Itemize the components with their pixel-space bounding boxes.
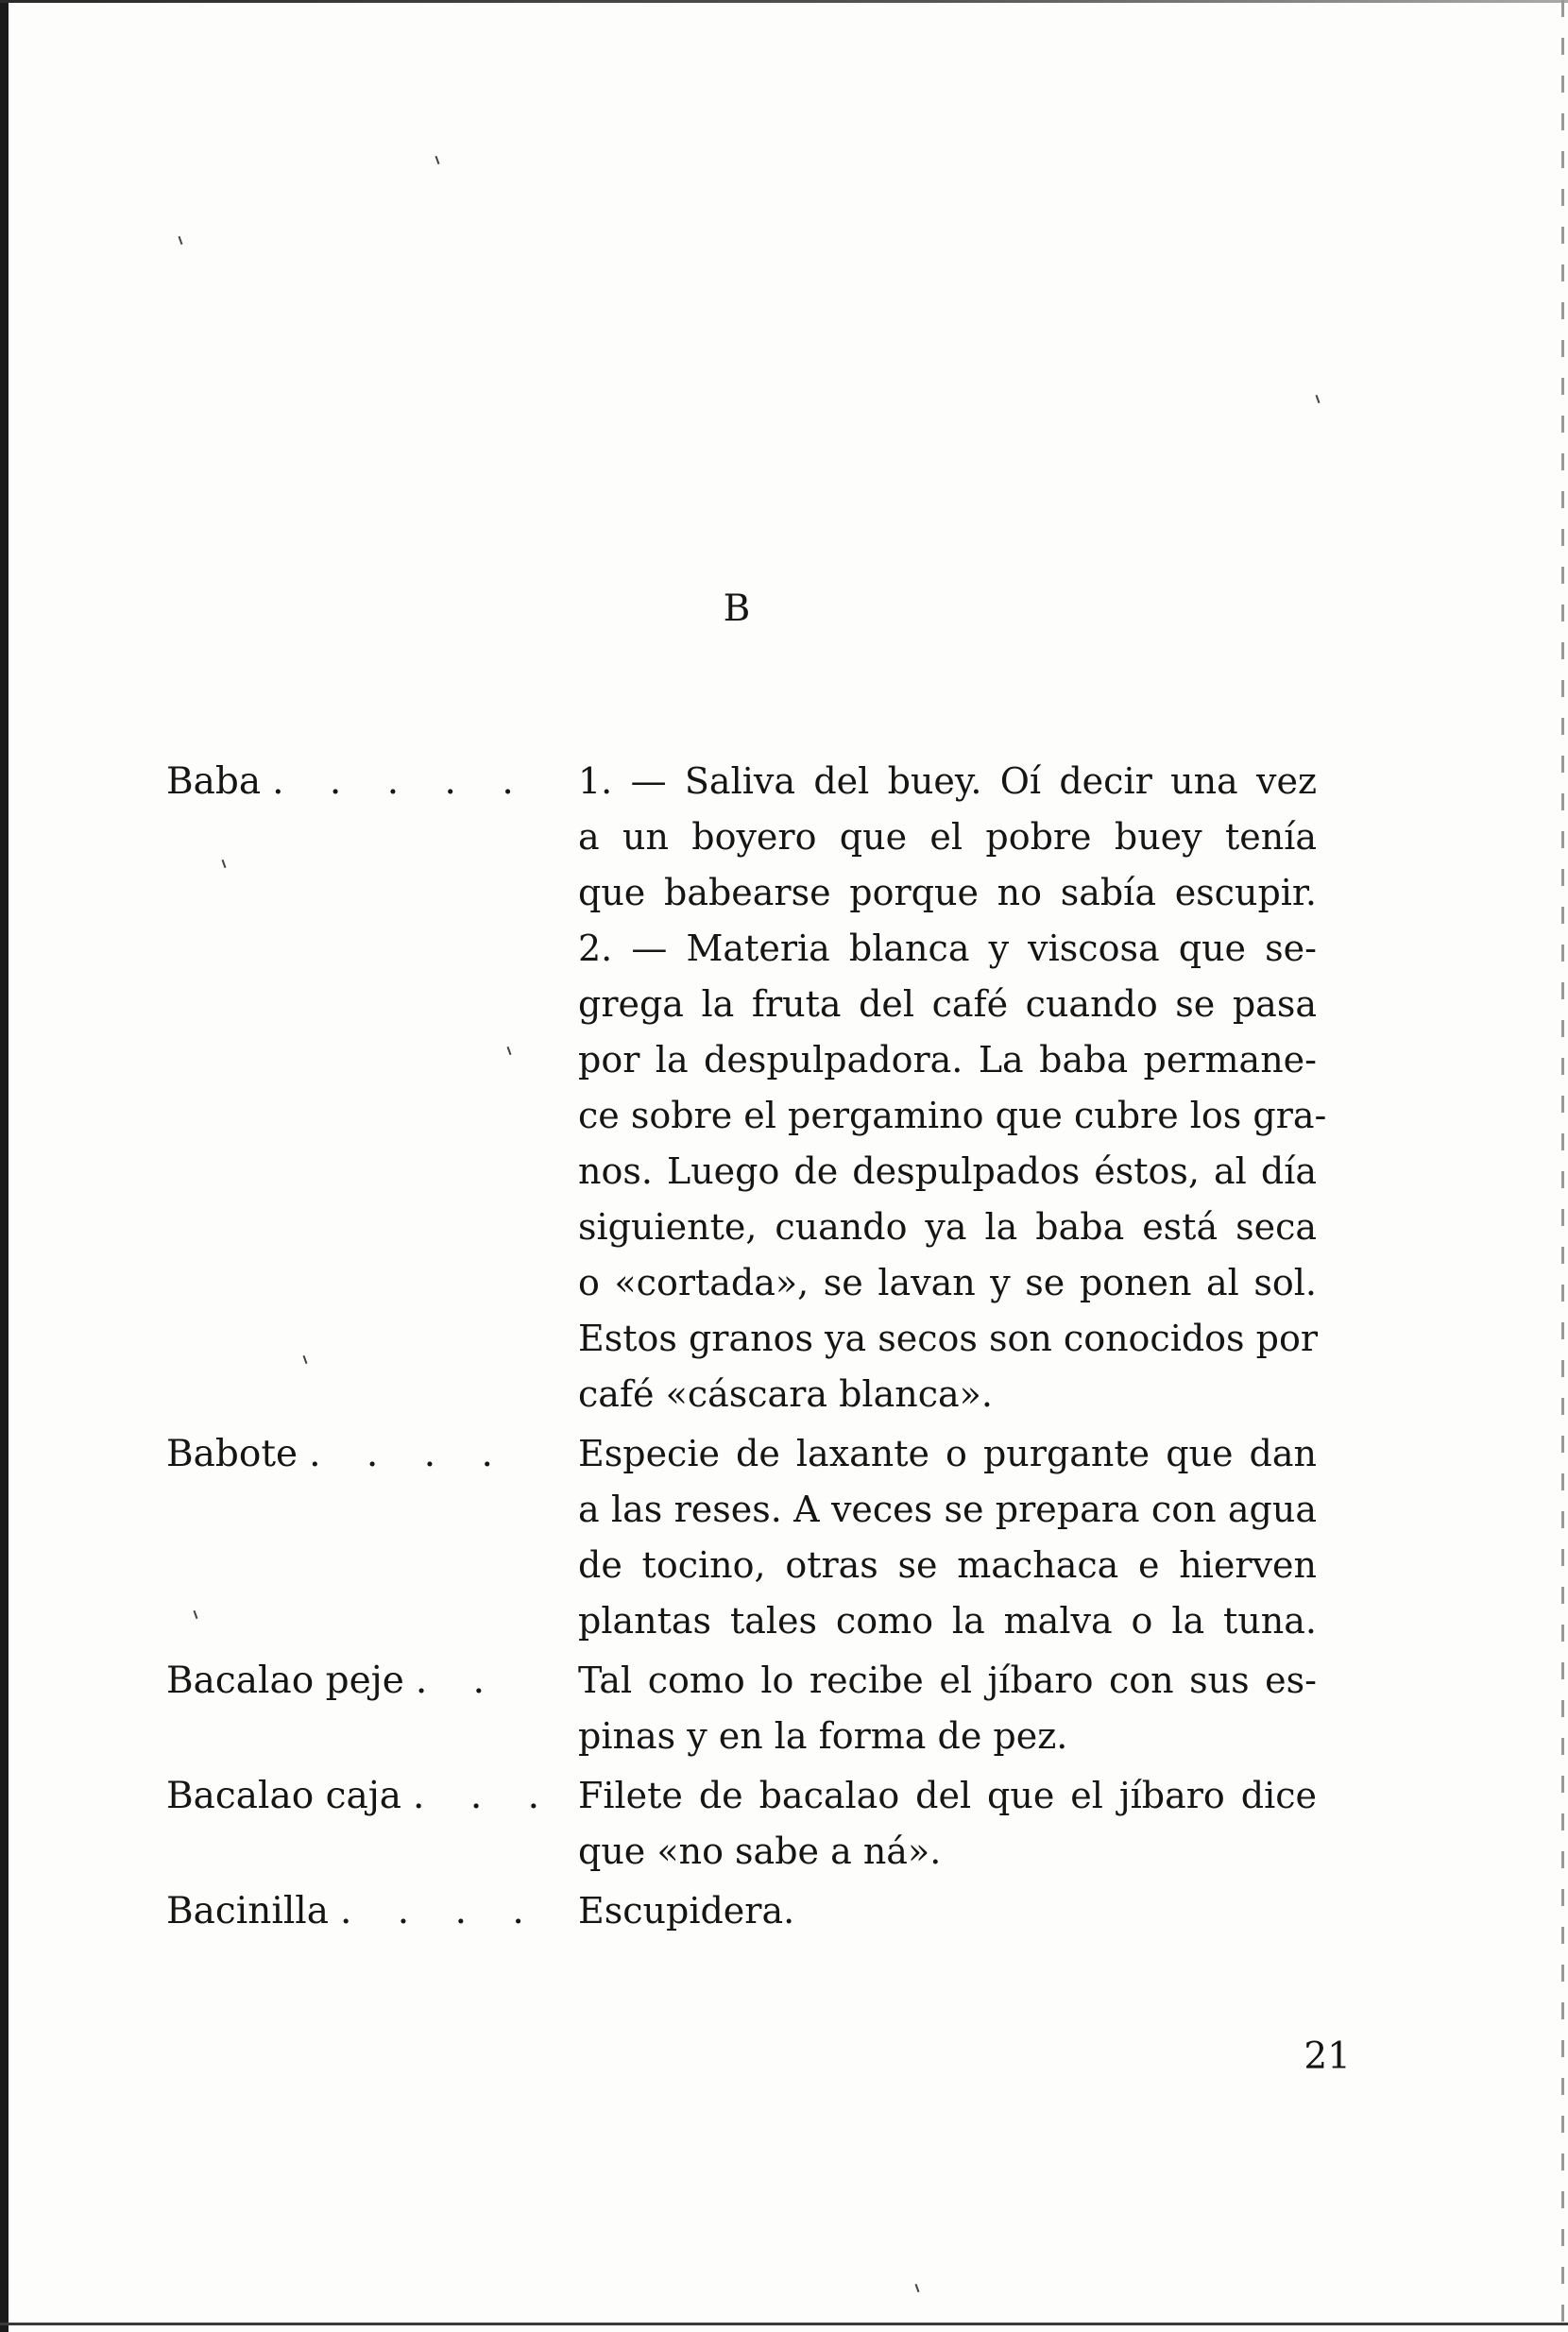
- glossary-entry: [166, 1653, 1347, 1764]
- glossary-entry: [166, 1768, 1347, 1880]
- definition-line: que babearse porque no sabía escupir.: [578, 872, 1317, 913]
- definition-line: Filete de bacalao del que el jíbaro dice: [578, 1775, 1317, 1816]
- definition-line: Especie de laxante o purgante que dan: [578, 1433, 1317, 1474]
- definition-line: a un boyero que el pobre buey tenía: [578, 816, 1317, 858]
- definition-line: plantas tales como la malva o la tuna.: [578, 1600, 1317, 1642]
- definition-line: por la despulpadora. La baba permane-: [578, 1039, 1317, 1081]
- scan-speck: [915, 2284, 920, 2292]
- definition-line: grega la fruta del café cuando se pasa: [578, 983, 1317, 1025]
- definition-line: de tocino, otras se machaca e hierven: [578, 1544, 1317, 1586]
- glossary-entries: [166, 754, 1347, 1944]
- page-number: 21: [1304, 2035, 1351, 2078]
- entry-term-cell: [166, 1883, 578, 1940]
- scan-right-edge: [1561, 0, 1564, 2332]
- entry-term-cell: [166, 1768, 578, 1825]
- entry-term-cell: [166, 1653, 578, 1710]
- entry-term: Bacinilla: [166, 1890, 330, 1932]
- entry-term-cell: [166, 1426, 578, 1483]
- definition-line: nos. Luego de despulpados éstos, al día: [578, 1150, 1317, 1192]
- entry-definition: [578, 1883, 1317, 1939]
- scan-top-edge: [0, 0, 1568, 3]
- definition-line: 1. — Saliva del buey. Oí decir una vez: [578, 760, 1317, 802]
- entry-definition: [578, 1653, 1317, 1764]
- definition-line: Tal como lo recibe el jíbaro con sus es-: [578, 1660, 1317, 1701]
- definition-line: Escupidera.: [578, 1890, 795, 1932]
- definition-line: o «cortada», se lavan y se ponen al sol.: [578, 1262, 1317, 1303]
- entry-term: Babote: [166, 1433, 298, 1475]
- scan-binding-edge: [0, 0, 9, 2332]
- dot-leader: . . .: [413, 1775, 557, 1817]
- definition-line: pinas y en la forma de pez.: [578, 1715, 1068, 1757]
- entry-term: Baba: [166, 760, 262, 803]
- definition-line: que «no sabe a ná».: [578, 1830, 942, 1872]
- entry-term: Bacalao caja: [166, 1775, 402, 1817]
- scan-speck: [435, 156, 440, 164]
- definition-line: a las reses. A veces se prepara con agua: [578, 1489, 1317, 1530]
- entry-term: Bacalao peje: [166, 1660, 404, 1702]
- definition-line: ce sobre el pergamino que cubre los gra-: [578, 1095, 1327, 1136]
- definition-line: 2. — Materia blanca y viscosa que se-: [578, 928, 1317, 969]
- entry-definition: [578, 1768, 1317, 1880]
- entry-term-cell: [166, 754, 578, 810]
- glossary-entry: [166, 1426, 1347, 1649]
- definition-line: café «cáscara blanca».: [578, 1373, 993, 1415]
- definition-line: siguiente, cuando ya la baba está seca: [578, 1206, 1317, 1248]
- dot-leader: . . . .: [340, 1890, 541, 1932]
- entry-definition: [578, 1426, 1317, 1649]
- scan-bottom-edge: [0, 2323, 1568, 2325]
- dot-leader: . . . . .: [272, 760, 531, 803]
- glossary-entry: [166, 754, 1347, 1422]
- dot-leader: . . . .: [309, 1433, 510, 1475]
- section-letter: B: [723, 587, 751, 630]
- glossary-entry: [166, 1883, 1347, 1940]
- dot-leader: . .: [415, 1660, 503, 1702]
- definition-line: Estos granos ya secos son conocidos por: [578, 1318, 1319, 1359]
- scan-speck: [179, 236, 183, 245]
- scan-speck: [1316, 395, 1321, 403]
- entry-definition: [578, 754, 1327, 1422]
